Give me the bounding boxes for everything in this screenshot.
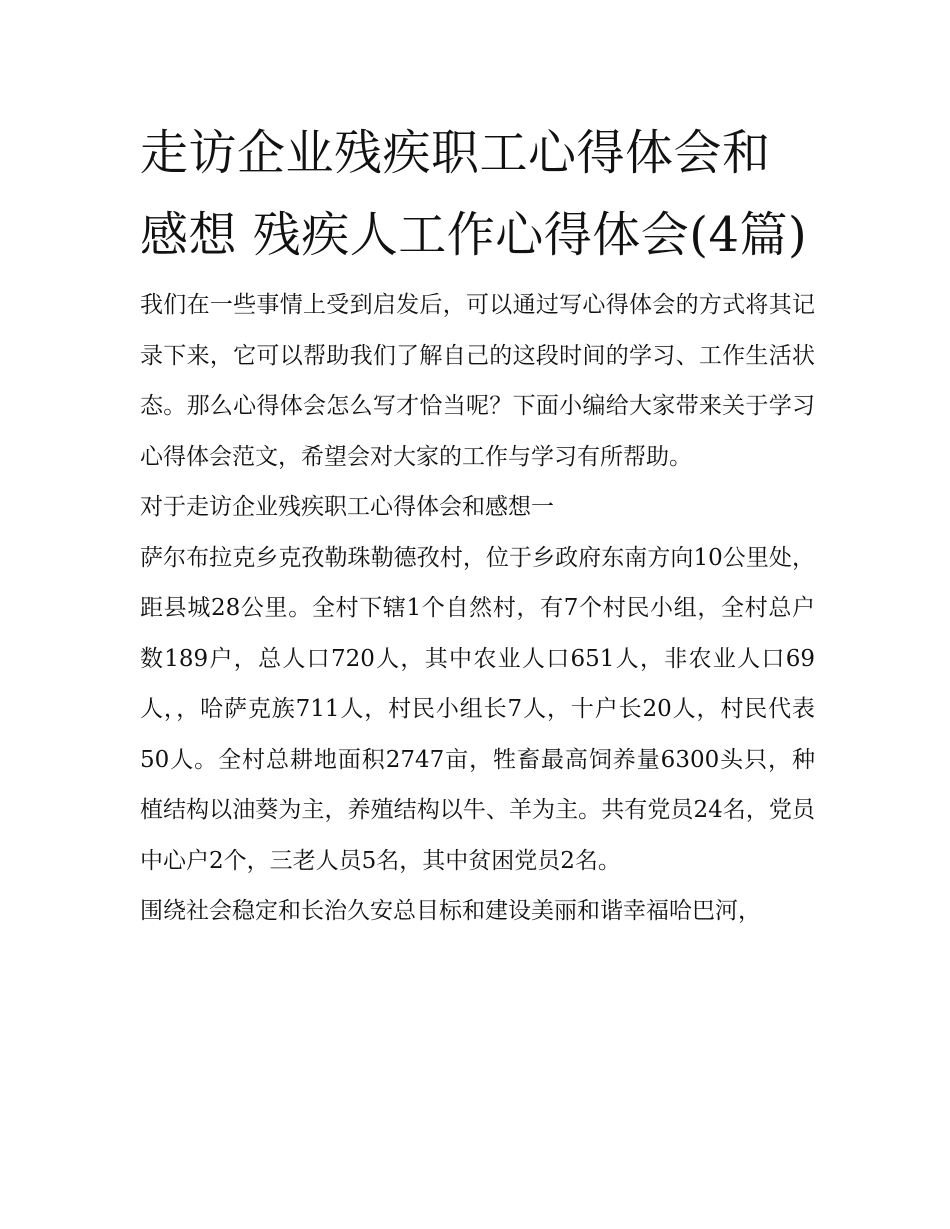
village-paragraph: 萨尔布拉克乡克孜勒珠勒德孜村，位于乡政府东南方向10公里处，距县城28公里。全村下辖1个自然村，有7个村民小组，全村总户数189户，总人口720人，其中农业人口651人，非农业人口69人，，哈萨克族711人，村民小组长7人，十户长20人，村民代表50人。全村总耕地面积2747亩，牲畜最高饲养量6300头只，种植结构以油葵为主，养殖结构以牛、羊为主。共有党员24名，党员中心户2个，三老人员5名，其中贫困党员2名。 — [140, 544, 815, 874]
document-page — [140, 112, 815, 937]
intro-paragraph: 我们在一些事情上受到启发后，可以通过写心得体会的方式将其记录下来，它可以帮助我们了解自己的这段时间的学习、工作生活状态。那么心得体会怎么写才恰当呢？下面小编给大家带来关于学习心得体会范文，希望会对大家的工作与学习有所帮助。 — [140, 292, 815, 470]
section-heading: 对于走访企业残疾职工心得体会和感想一 — [140, 494, 554, 520]
document-title: 走访企业残疾职工心得体会和感想 残疾人工作心得体会(4篇) — [140, 125, 808, 263]
closing-paragraph: 围绕社会稳定和长治久安总目标和建设美丽和谐幸福哈巴河， — [140, 898, 761, 924]
